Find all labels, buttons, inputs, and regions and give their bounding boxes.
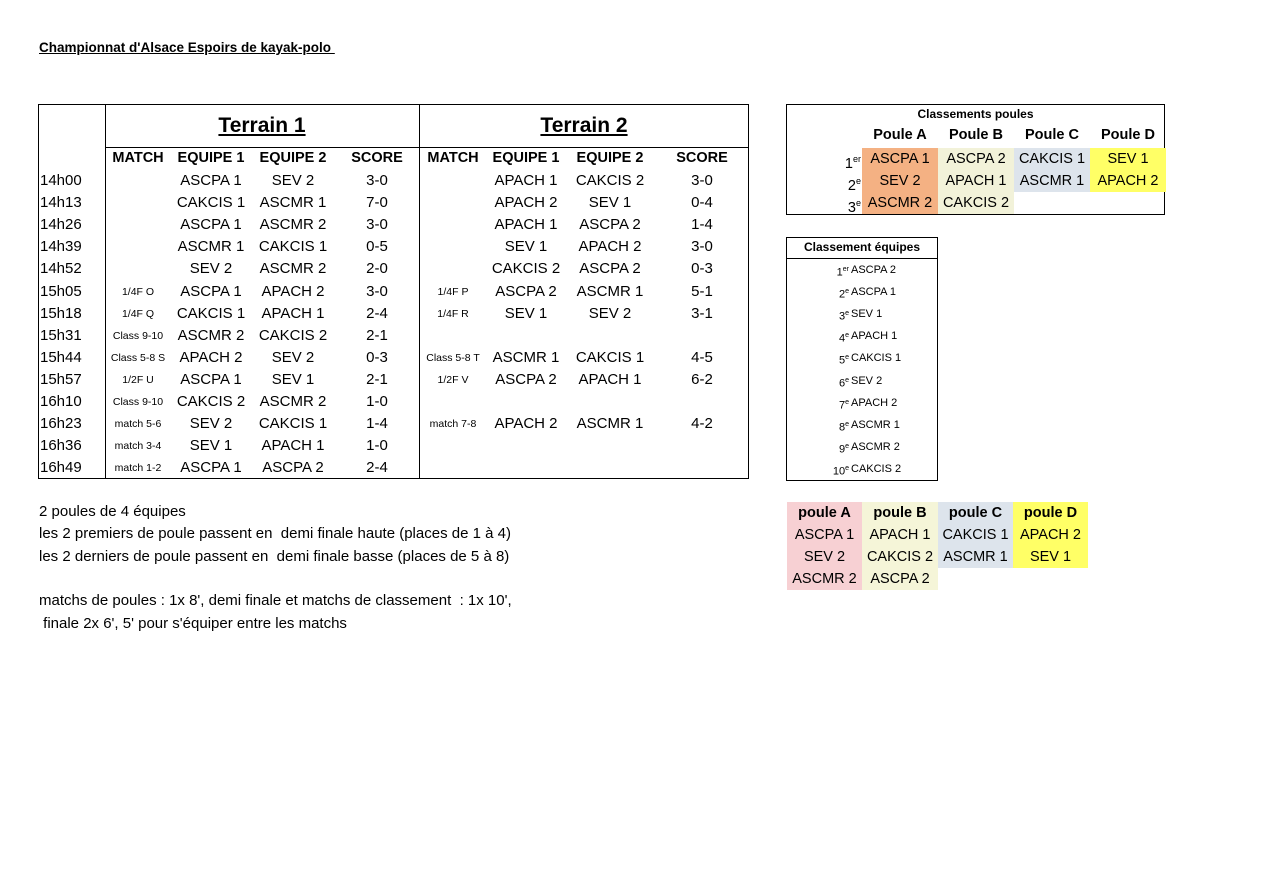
schedule-row [39,369,750,391]
pool-team: CAKCIS 1 [938,524,1013,546]
match-score: 7-0 [366,194,388,212]
match-score: 3-0 [691,172,713,189]
terrain-2-title: Terrain 2 [540,114,628,137]
rank-label [787,192,861,219]
match-time: 16h10 [40,393,82,410]
pool-team: ASCPA 2 [862,568,938,590]
match-score: 1-4 [366,415,388,433]
match-score: 3-0 [366,216,388,234]
match-score: 2-4 [366,459,388,477]
header-score: SCORE [351,150,403,166]
pool-a-header: Poule A [873,127,927,143]
team-2: APACH 1 [261,304,325,322]
team-ranking-table [786,237,938,481]
team-2: SEV 1 [271,370,315,388]
team-2: CAKCIS 1 [258,415,328,433]
team-ranking-row [787,325,937,347]
pool-ranking-cell: ASCPA 2 [938,148,1014,170]
match-score: 6-2 [691,370,713,388]
team-1: APACH 2 [179,348,243,366]
match-score: 3-0 [366,282,388,300]
pool-ranking-row [787,170,1164,192]
team-1: ASCPA 1 [180,370,242,388]
team-2: SEV 1 [588,194,632,212]
team-1: CAKCIS 1 [176,304,246,322]
rank-label [839,414,849,439]
team-name: CAKCIS 2 [851,462,902,475]
team-2: APACH 1 [578,370,642,388]
pool-header: poule A [787,502,862,524]
pool-ranking-cell: CAKCIS 2 [938,192,1014,214]
match-time: 15h18 [40,304,82,322]
team-ranking-row [787,370,937,392]
team-1: ASCMR 1 [177,238,245,256]
team-2: APACH 1 [261,437,325,455]
rank-number: 6 [838,377,846,390]
pool-header: poule C [938,502,1013,524]
rank-number: 8 [838,421,846,434]
match-label: match 7-8 [429,418,477,431]
schedule-row [39,457,750,479]
pool-team: ASCMR 1 [938,546,1013,568]
team-1: CAKCIS 2 [491,260,561,278]
pool-ranking-cell: ASCMR 2 [862,192,938,214]
schedule-row [39,281,750,303]
header-equipe-2: EQUIPE 2 [576,150,644,166]
header-equipe-2: EQUIPE 2 [259,150,327,166]
rank-suffix: er [842,266,849,273]
rank-number: 2 [847,177,856,194]
team-2: SEV 2 [271,348,315,366]
pool-header: poule B [862,502,938,524]
match-score: 2-1 [366,326,388,344]
schedule-row [39,347,750,369]
match-score: 2-4 [366,304,388,322]
pool-team: SEV 1 [1013,546,1088,568]
pool-team: SEV 2 [787,546,862,568]
team-2: SEV 2 [588,304,632,322]
match-time: 16h49 [40,459,82,477]
team-1: SEV 1 [189,437,233,455]
team-1: ASCPA 1 [180,172,242,189]
rank-number: 9 [838,443,846,456]
match-score: 3-0 [366,172,388,189]
match-label: Class 9-10 [112,329,164,342]
team-name: ASCMR 2 [851,440,900,453]
rank-label [839,281,849,306]
team-name: ASCPA 2 [851,264,897,276]
team-2: ASCPA 2 [579,216,641,234]
note-line: finale 2x 6', 5' pour s'équiper entre les matchs [39,614,347,632]
pool-ranking-cell: ASCPA 1 [862,148,938,170]
note-line: 2 poules de 4 équipes [39,503,186,520]
match-score: 0-4 [691,194,713,212]
pool-ranking-cell [1090,192,1166,214]
match-label: match 1-2 [114,462,162,475]
schedule-row [39,170,750,192]
page-title: Championnat d'Alsace Espoirs de kayak-polo [39,40,335,55]
match-score: 3-1 [691,304,713,322]
pool-ranking-cell: ASCMR 1 [1014,170,1090,192]
note-line: matchs de poules : 1x 8', demi finale et matchs de classement : 1x 10', [39,592,512,610]
match-score: 1-0 [366,393,388,410]
match-label: 1/2F V [437,373,469,386]
pool-c-header: Poule C [1025,127,1079,143]
rank-number: 3 [838,310,846,323]
team-name: APACH 1 [851,330,898,343]
rank-suffix: e [845,310,849,318]
match-score: 1-0 [366,437,388,455]
rank-suffix: e [855,176,861,186]
team-1: APACH 2 [494,415,558,433]
team-1: CAKCIS 2 [176,393,246,410]
team-1: ASCPA 2 [495,282,557,300]
team-ranking-row [787,436,937,458]
pool-team: APACH 1 [862,524,938,546]
team-1: SEV 1 [504,238,548,256]
header-match: MATCH [112,150,164,166]
team-2: ASCMR 2 [259,393,327,410]
team-2: CAKCIS 1 [258,238,328,256]
header-equipe-1: EQUIPE 1 [492,150,560,166]
team-1: ASCPA 1 [180,216,242,234]
match-score: 5-1 [691,282,713,300]
pool-ranking-cell: CAKCIS 1 [1014,148,1090,170]
pool-ranking-table [786,104,1165,215]
rank-suffix: e [845,398,849,406]
schedule-row [39,236,750,258]
match-score: 0-3 [366,348,388,366]
match-time: 14h26 [40,216,82,234]
team-2: SEV 2 [271,172,315,189]
pool-header: poule D [1013,502,1088,524]
team-ranking-row [787,347,937,369]
schedule-row [39,435,750,457]
team-name: APACH 2 [851,396,898,409]
rank-label [839,347,849,372]
team-ranking-title: Classement équipes [803,240,921,254]
match-score: 3-0 [691,238,713,256]
pool-ranking-cell: APACH 1 [938,170,1014,192]
match-time: 15h31 [40,326,82,344]
pool-ranking-cell: SEV 1 [1090,148,1166,170]
header-equipe-1: EQUIPE 1 [177,150,245,166]
team-ranking-row [787,259,937,281]
match-time: 16h23 [40,415,82,433]
rank-number: 7 [838,399,846,412]
team-name: ASCMR 1 [851,418,900,431]
match-score: 0-5 [366,238,388,256]
team-2: ASCPA 2 [579,260,641,278]
team-2: APACH 2 [578,238,642,256]
pool-team: ASCPA 1 [787,524,862,546]
pool-ranking-cell [1014,192,1090,214]
team-2: ASCMR 1 [576,415,644,433]
team-name: SEV 2 [851,374,883,387]
team-2: CAKCIS 1 [575,348,645,366]
match-label: 1/4F R [437,307,469,320]
schedule-row [39,413,750,435]
rank-number: 1 [836,266,843,279]
match-score: 2-0 [366,260,388,278]
rank-suffix: e [845,464,849,472]
match-time: 14h39 [40,238,82,256]
rank-number: 4 [838,332,846,345]
match-time: 14h13 [40,194,82,212]
team-ranking-row [787,281,937,303]
pool-team: ASCMR 2 [787,568,862,590]
match-score: 4-5 [691,348,713,366]
team-ranking-row [787,458,937,480]
team-1: SEV 2 [189,260,233,278]
team-ranking-row [787,303,937,325]
match-label: Class 5-8 S [110,351,166,364]
match-label: 1/4F Q [121,307,155,320]
match-time: 15h44 [40,348,82,366]
team-2: CAKCIS 2 [258,326,328,344]
rank-suffix: e [855,198,861,208]
pool-b-header: Poule B [949,127,1003,143]
rank-suffix: e [845,442,849,450]
rank-suffix: e [845,288,849,296]
pool-ranking-row [787,192,1164,214]
rank-number: 1 [844,155,853,172]
match-time: 15h57 [40,370,82,388]
pool-ranking-cell: SEV 2 [862,170,938,192]
schedule-table [38,104,749,479]
rank-label [839,370,849,395]
match-label: Class 9-10 [112,396,164,408]
team-ranking-row [787,414,937,436]
team-2: ASCMR 2 [259,260,327,278]
match-label: 1/2F U [122,373,154,386]
match-score: 0-3 [691,260,713,278]
team-ranking-row [787,392,937,414]
rank-label [839,392,849,417]
schedule-row [39,325,750,347]
terrain-1-title: Terrain 1 [218,114,306,137]
rank-number: 3 [847,199,856,216]
team-name: SEV 1 [851,308,883,321]
rank-label [839,436,849,461]
note-line: les 2 premiers de poule passent en demi finale haute (places de 1 à 4) [39,525,511,543]
team-1: ASCPA 2 [495,370,557,388]
match-label: match 5-6 [114,418,162,431]
team-2: ASCMR 2 [259,216,327,234]
match-label: match 3-4 [114,440,162,453]
pool-team: APACH 2 [1013,524,1088,546]
rank-suffix: e [845,376,849,384]
schedule-row [39,214,750,236]
match-time: 16h36 [40,437,82,455]
schedule-row [39,303,750,325]
note-line: les 2 derniers de poule passent en demi finale basse (places de 5 à 8) [39,547,510,565]
rank-suffix: e [845,354,849,362]
team-2: ASCMR 1 [259,194,327,212]
schedule-row [39,258,750,280]
rank-suffix: e [845,332,849,340]
pool-d-header: Poule D [1101,127,1155,143]
team-2: CAKCIS 2 [575,172,645,189]
schedule-row [39,391,750,413]
match-score: 2-1 [366,370,388,388]
team-1: ASCMR 2 [177,326,245,344]
rank-number: 5 [838,355,846,368]
team-1: APACH 1 [494,172,558,189]
team-1: ASCPA 1 [180,459,242,477]
pool-ranking-row [787,148,1164,170]
match-time: 14h00 [40,172,82,189]
match-label: 1/4F P [437,285,469,298]
rank-number: 10 [832,465,846,478]
rank-label [839,303,849,328]
match-time: 14h52 [40,260,82,278]
rank-suffix: er [852,154,861,164]
pool-ranking-title: Classements poules [917,107,1034,121]
header-score: SCORE [676,150,728,166]
match-time: 15h05 [40,282,82,300]
match-label: Class 5-8 T [426,351,480,364]
team-name: CAKCIS 1 [851,352,902,365]
team-1: APACH 2 [494,194,558,212]
rank-label [839,325,849,350]
team-1: ASCMR 1 [492,348,560,366]
pool-ranking-cell: APACH 2 [1090,170,1166,192]
header-match: MATCH [427,150,479,166]
match-label: 1/4F O [121,285,155,298]
divider [105,147,748,148]
rank-number: 2 [838,288,846,301]
team-2: APACH 2 [261,282,325,300]
team-1: APACH 1 [494,216,558,234]
team-name: ASCPA 1 [851,286,897,299]
rank-suffix: e [845,420,849,428]
match-score: 1-4 [691,216,713,234]
team-1: SEV 2 [189,415,233,433]
team-1: ASCPA 1 [180,282,242,300]
pool-team: CAKCIS 2 [862,546,938,568]
rank-label [833,458,849,483]
rank-label [837,259,849,284]
schedule-row [39,192,750,214]
team-2: ASCPA 2 [262,459,324,477]
team-1: CAKCIS 1 [176,194,246,212]
team-1: SEV 1 [504,304,548,322]
match-score: 4-2 [691,415,713,433]
team-2: ASCMR 1 [576,282,644,300]
